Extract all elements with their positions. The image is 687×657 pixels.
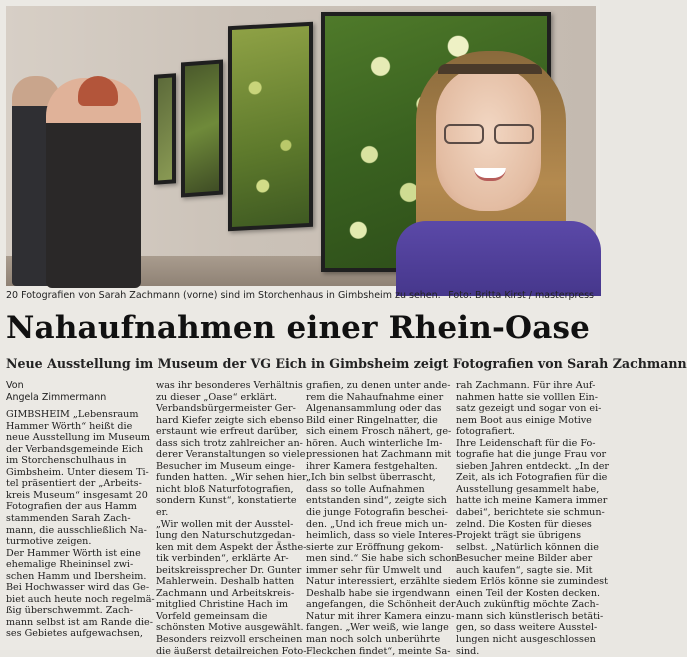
text-line: hören. Auch winterliche Im- (306, 437, 443, 449)
text-line: Besucher im Museum einge- (156, 460, 295, 472)
text-line: nicht bloß Naturfotografien, (156, 483, 294, 495)
text-line: hard Kiefer zeigte sich ebenso (156, 414, 304, 426)
text-line: schönsten Motive ausgewählt. (156, 622, 304, 634)
byline-label: Von (6, 380, 24, 391)
text-line: lung den Naturschutzgedan- (156, 530, 296, 542)
byline-name: Angela Zimmermann (6, 391, 107, 403)
text-line: mitglied Christine Hach im (156, 599, 288, 611)
photo-credit: Foto: Britta Kirst / masterpress (448, 290, 594, 301)
text-line: immer sehr für Umwelt und (306, 564, 442, 576)
column-2 (156, 380, 307, 657)
text-line: pressionen hat Zachmann mit (306, 449, 452, 461)
text-line: Zachmann und Arbeitskreis- (156, 587, 295, 599)
text-line: satz gezeigt und sogar von ei- (456, 403, 602, 415)
text-line: funden hatten. „Wir sehen hier (156, 472, 307, 484)
text-line: turmotive zeigen. (6, 536, 92, 548)
text-line: Fleckchen findet“, meinte Sa- (306, 645, 451, 657)
text-line: die junge Fotografin beschei- (306, 507, 449, 519)
text-line: Natur interessiert, erzählte sie. (306, 576, 460, 588)
text-line: Auch zukünftig möchte Zach- (456, 599, 599, 611)
text-line: stammenden Sarah Zach- (6, 513, 131, 525)
text-line: heimlich, dass so viele Interes- (306, 530, 457, 542)
subheadline: Neue Ausstellung im Museum der VG Eich in Gimbsheim zeigt Fotografien von Sarah Zachmann (6, 356, 687, 371)
article-body (6, 380, 610, 657)
text-line: Vorfeld gemeinsam die (156, 610, 268, 622)
text-line: mann selbst ist am Rande die- (6, 616, 153, 628)
text-line: im Storchenschulhaus in (6, 455, 127, 467)
text-line: sich einem Frosch nähert, ge- (306, 426, 452, 438)
text-line: ken mit dem Aspekt der Ästhe- (156, 541, 307, 553)
text-line: Natur mit ihrer Kamera einzu- (306, 610, 455, 622)
text-line: auch kaufen“, sagte sie. Mit (456, 564, 593, 576)
text-line: entstanden sind“, zeigte sich (306, 495, 447, 507)
text-line: gen, so dass weitere Ausstel- (456, 622, 598, 634)
text-line: dass so tolle Aufnahmen (306, 483, 425, 495)
text-line: Algenansammlung oder das (306, 403, 442, 415)
text-line: erstaunt wie erfreut darüber, (156, 426, 299, 438)
column-1 (6, 380, 155, 640)
text-line: ßig überschwemmt. Zach- (6, 605, 133, 617)
text-line: tografie hat die junge Frau vor (456, 449, 607, 461)
text-line: man noch solch unberührte (306, 634, 441, 646)
text-line: zu dieser „Oase“ erklärt. (156, 391, 277, 403)
text-line: nem Boot aus einige Motive (456, 414, 592, 426)
text-line: kreis Museum“ insgesamt 20 (6, 489, 148, 501)
text-line: fotografiert. (456, 426, 515, 438)
text-line: grafien, zu denen unter ande- (306, 380, 451, 391)
text-line: beitskreissprecher Dr. Gunter (156, 564, 302, 576)
text-line: tel präsentiert der „Arbeits- (6, 478, 142, 490)
text-line: mann, die ausschließlich Na- (6, 524, 147, 536)
text-line: neue Ausstellung im Museum (6, 432, 151, 444)
text-line: men sind.“ Sie habe sich schon (306, 553, 458, 565)
article-photo (6, 6, 596, 286)
text-line: sierte zur Eröffnung gekom- (306, 541, 444, 553)
text-line: hatte ich meine Kamera immer (456, 495, 608, 507)
text-line: selbst. „Natürlich können die (456, 541, 599, 553)
text-line: derer Veranstaltungen so viele (156, 449, 306, 461)
text-line: Ihre Leidenschaft für die Fo- (456, 437, 596, 449)
text-line: schen Hamm und Ibersheim. (6, 570, 147, 582)
text-line: Bei Hochwasser wird das Ge- (6, 582, 150, 594)
text-line: Projekt trägt sie übrigens (456, 530, 582, 542)
text-line: dem Erlös könne sie zumindest (456, 576, 608, 588)
column-3 (306, 380, 460, 657)
headline: Nahaufnahmen einer Rhein-Oase (6, 310, 591, 346)
text-line: Bild einer Ringelnatter, die (306, 414, 438, 426)
text-line: zelnd. Die Kosten für dieses (456, 518, 592, 530)
framed-photo-1 (154, 73, 176, 185)
framed-photo-3 (228, 22, 313, 231)
text-line: fangen. „Wer weiß, wie lange (306, 622, 449, 634)
photographer-portrait (396, 46, 601, 291)
photo-caption: 20 Fotografien von Sarah Zachmann (vorne) sind im Storchenhaus in Gimbsheim zu sehen. (6, 290, 441, 301)
text-line: dabei“, berichtete sie schmun- (456, 507, 605, 519)
text-line: ihrer Kamera festgehalten. (306, 460, 438, 472)
text-line: ses Gebietes aufgewachsen, (6, 628, 143, 640)
text-line: sondern Kunst“, konstatierte (156, 495, 297, 507)
text-line: Der Hammer Wörth ist eine (6, 547, 141, 559)
text-line: mann sich künstlerisch betäti- (456, 610, 604, 622)
text-line: „Ich bin selbst überrascht, (306, 472, 436, 484)
text-line: nahmen hatte sie volllen Ein- (456, 391, 598, 403)
text-line: ehemalige Rheininsel zwi- (6, 559, 134, 571)
text-line: was ihr besonderes Verhältnis (156, 380, 303, 391)
text-line: einen Teil der Kosten decken. (456, 587, 601, 599)
text-line: sieben Jahren entdeckt. „In der (456, 460, 610, 472)
photo-caption-row (6, 290, 596, 304)
text-line: lungen nicht ausgeschlossen (456, 634, 596, 646)
text-line: rem die Nahaufnahme einer (306, 391, 444, 403)
visitor-woman (46, 78, 141, 288)
text-line: sind. (456, 645, 480, 657)
text-line: biet auch heute noch regelmä- (6, 593, 155, 605)
text-line: tik verbinden“, erklärte Ar- (156, 553, 289, 565)
column-4 (456, 380, 610, 657)
text-line: Besucher meine Bilder aber (456, 553, 593, 565)
text-line: angefangen, die Schönheit der (306, 599, 456, 611)
text-line: Hammer Wörth“ heißt die (6, 420, 133, 432)
text-line: GIMBSHEIM „Lebensraum (6, 409, 139, 421)
text-line: den. „Und ich freue mich un- (306, 518, 448, 530)
text-line: Besonders reizvoll erscheinen (156, 634, 303, 646)
framed-photo-2 (181, 60, 223, 198)
text-line: Deshalb habe sie irgendwann (306, 587, 451, 599)
text-line: Ausstellung gesammelt habe, (456, 483, 600, 495)
text-line: Verbandsbürgermeister Ger- (156, 403, 296, 415)
text-line: Gimbsheim. Unter diesem Ti- (6, 466, 149, 478)
text-line: die äußerst detailreichen Foto- (156, 645, 307, 657)
text-line: der Verbandsgemeinde Eich (6, 443, 144, 455)
text-line: Fotografien der aus Hamm (6, 501, 137, 513)
text-line: Zeit, als ich Fotografien für die (456, 472, 608, 484)
text-line: er. (156, 507, 169, 519)
text-line: „Wir wollen mit der Ausstel- (156, 518, 294, 530)
text-line: dass sich trotz zahlreicher an- (156, 437, 303, 449)
text-line: rah Zachmann. Für ihre Auf- (456, 380, 596, 391)
text-line: Mahlerwein. Deshalb hatten (156, 576, 295, 588)
